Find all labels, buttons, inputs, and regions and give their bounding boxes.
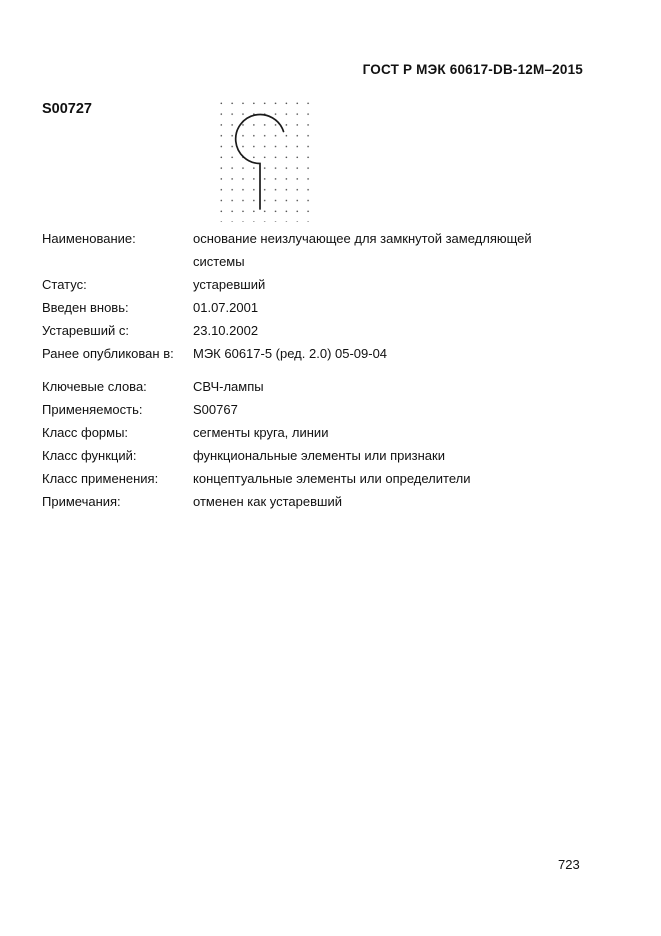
field-value-notes: отменен как устаревший bbox=[193, 494, 342, 509]
field-label-status: Статус: bbox=[42, 277, 87, 292]
field-row-reintroduced bbox=[42, 296, 572, 319]
field-row-obsolete-since bbox=[42, 319, 572, 342]
field-label-shape-class: Класс формы: bbox=[42, 425, 129, 440]
field-label-keywords: Ключевые слова: bbox=[42, 379, 147, 394]
field-row-applicability bbox=[42, 398, 572, 421]
field-row-name bbox=[42, 227, 572, 273]
field-value-application-class: концептуальные элементы или определители bbox=[193, 471, 471, 486]
field-row-function-class bbox=[42, 444, 572, 467]
field-label-name: Наименование: bbox=[42, 231, 136, 246]
field-value-applicability: S00767 bbox=[193, 402, 238, 417]
symbol-id: S00727 bbox=[42, 101, 92, 117]
field-label-obsolete-since: Устаревший с: bbox=[42, 323, 129, 338]
field-value-name: основание неизлучающее для замкнутой замедляющей системы bbox=[193, 231, 532, 269]
field-row-shape-class bbox=[42, 421, 572, 444]
field-value-keywords: СВЧ-лампы bbox=[193, 379, 264, 394]
field-value-function-class: функциональные элементы или признаки bbox=[193, 448, 445, 463]
field-value-previously-published: МЭК 60617-5 (ред. 2.0) 05-09-04 bbox=[193, 346, 388, 361]
dot-grid bbox=[219, 98, 311, 222]
field-value-status: устаревший bbox=[193, 277, 266, 292]
symbol-figure bbox=[219, 98, 311, 222]
symbol-drawing-icon bbox=[219, 98, 311, 222]
field-value-obsolete-since: 23.10.2002 bbox=[193, 323, 259, 338]
field-label-reintroduced: Введен вновь: bbox=[42, 300, 129, 315]
field-value-reintroduced: 01.07.2001 bbox=[193, 300, 259, 315]
field-label-previously-published: Ранее опубликован в: bbox=[42, 346, 174, 361]
field-label-applicability: Применяемость: bbox=[42, 402, 143, 417]
field-label-function-class: Класс функций: bbox=[42, 448, 137, 463]
field-label-application-class: Класс применения: bbox=[42, 471, 159, 486]
field-label-notes: Примечания: bbox=[42, 494, 121, 509]
page-number: 723 bbox=[558, 857, 580, 872]
field-row-notes bbox=[42, 490, 572, 513]
attributes-section bbox=[42, 227, 572, 513]
field-row-previously-published bbox=[42, 342, 572, 365]
field-value-shape-class: сегменты круга, линии bbox=[193, 425, 329, 440]
field-row-application-class bbox=[42, 467, 572, 490]
field-row-keywords bbox=[42, 375, 572, 398]
document-header: ГОСТ Р МЭК 60617-DB-12M–2015 bbox=[362, 62, 583, 77]
field-row-status bbox=[42, 273, 572, 296]
classification-section bbox=[42, 375, 572, 513]
